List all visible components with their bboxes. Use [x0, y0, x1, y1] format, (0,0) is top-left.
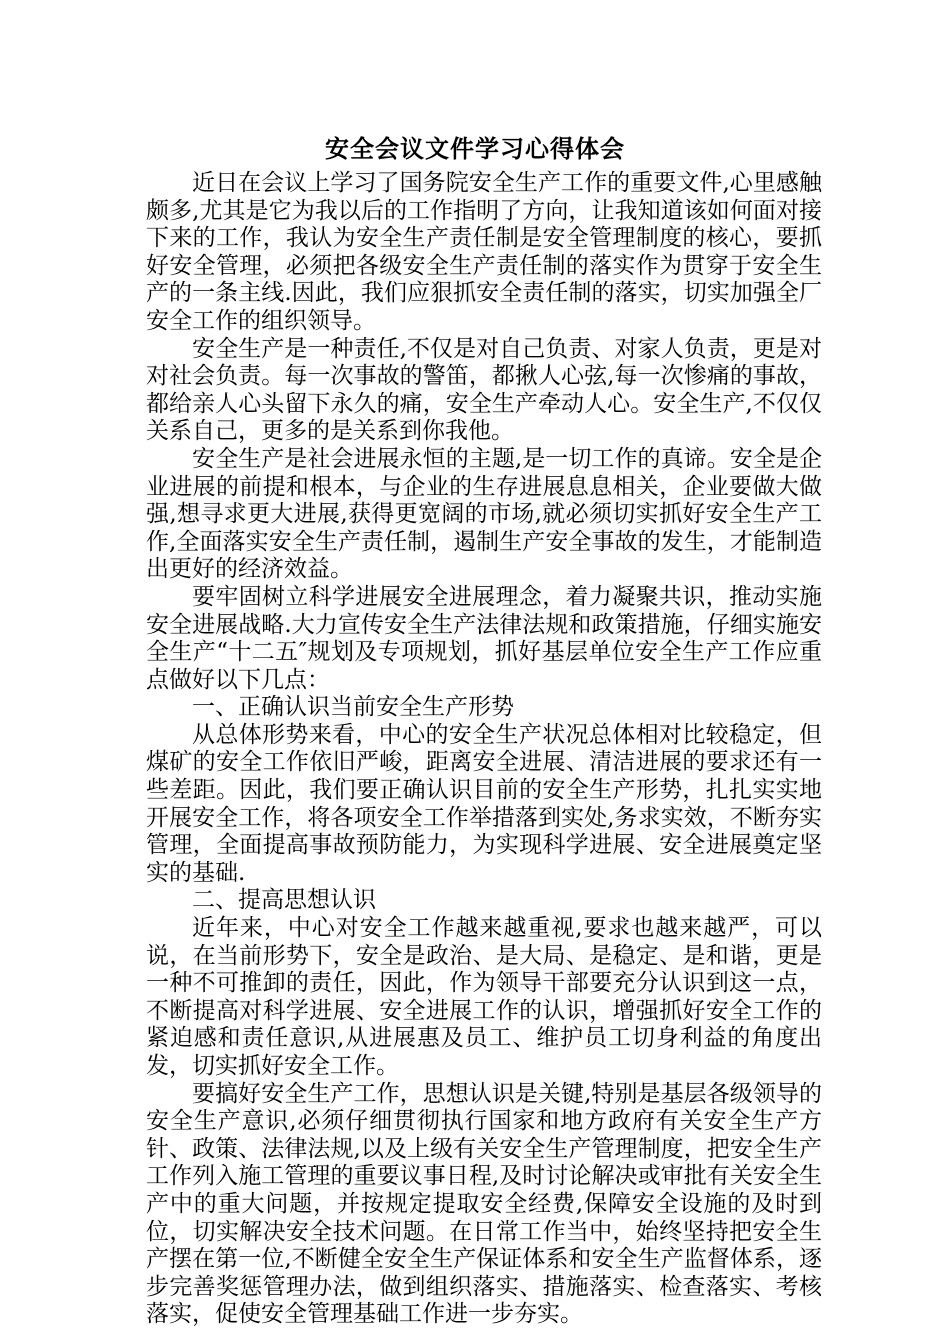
paragraph-1: 近日在会议上学习了国务院安全生产工作的重要文件,心里感触颇多,尤其是它为我以后的工作指明了方向，让我知道该如何面对接下来的工作，我认为安全生产责任制是安全管理制度的核心，要抓好安全管理，必须把各级安全生产责任制的落实作为贯穿于安全生产的一条主线.因此，我们应狠抓安全责任制的落实，切实加强全厂安全工作的组织领导。 — [146, 170, 822, 334]
paragraph-4: 要牢固树立科学进展安全进展理念，着力凝聚共识，推动实施安全进展战略.大力宣传安全生产法律法规和政策措施，仔细实施安全生产“十二五″规划及专项规划，抓好基层单位安全生产工作应重点做好以下几点： — [146, 583, 822, 693]
paragraph-3: 安全生产是社会进展永恒的主题,是一切工作的真谛。安全是企业进展的前提和根本，与企业的生存进展息息相关，企业要做大做强,想寻求更大进展,获得更宽阔的市场,就必须切实抓好安全生产工作,全面落实安全生产责任制，遏制生产安全事故的发生，才能制造出更好的经济效益。 — [146, 445, 822, 583]
paragraph-6: 近年来，中心对安全工作越来越重视,要求也越来越严，可以说，在当前形势下，安全是政治、是大局、是稳定、是和谐，更是一种不可推卸的责任，因此，作为领导干部要充分认识到这一点，不断提高对科学进展、安全进展工作的认识，增强抓好安全工作的紧迫感和责任意识,从进展惠及员工、维护员工切身利益的角度出发，切实抓好安全工作。 — [146, 915, 822, 1079]
paragraph-2: 安全生产是一种责任,不仅是对自己负责、对家人负责，更是对对社会负责。每一次事故的警笛，都揪人心弦,每一次惨痛的事故，都给亲人心头留下永久的痛，安全生产牵动人心。安全生产,不仅仅关系自己，更多的是关系到你我他。 — [146, 335, 822, 445]
section-heading-2: 二、提高思想认识 — [192, 887, 376, 914]
paragraph-5: 从总体形势来看，中心的安全生产状况总体相对比较稳定，但煤矿的安全工作依旧严峻，距离安全进展、清洁进展的要求还有一些差距。因此，我们要正确认识目前的安全生产形势，扎扎实实地开展安全工作，将各项安全工作举措落到实处,务求实效，不断夯实管理，全面提高事故预防能力，为实现科学进展、安全进展奠定坚实的基础. — [146, 721, 822, 886]
paragraph-7: 要搞好安全生产工作，思想认识是关键,特别是基层各级领导的安全生产意识,必须仔细贯彻执行国家和地方政府有关安全生产方针、政策、法律法规,以及上级有关安全生产管理制度，把安全生产工作列入施工管理的重要议事日程,及时讨论解决或审批有关安全生产中的重大问题，并按规定提取安全经费,保障安全设施的及时到位，切实解决安全技术问题。在日常工作当中，始终坚持把安全生产摆在第一位,不断健全安全生产保证体系和安全生产监督体系，逐步完善奖惩管理办法，做到组织落实、措施落实、检查落实、考核落实，促使安全管理基础工作进一步夯实。 — [146, 1080, 822, 1328]
document-title: 安全会议文件学习心得体会 — [325, 134, 625, 163]
section-heading-1: 一、正确认识当前安全生产形势 — [192, 694, 514, 721]
